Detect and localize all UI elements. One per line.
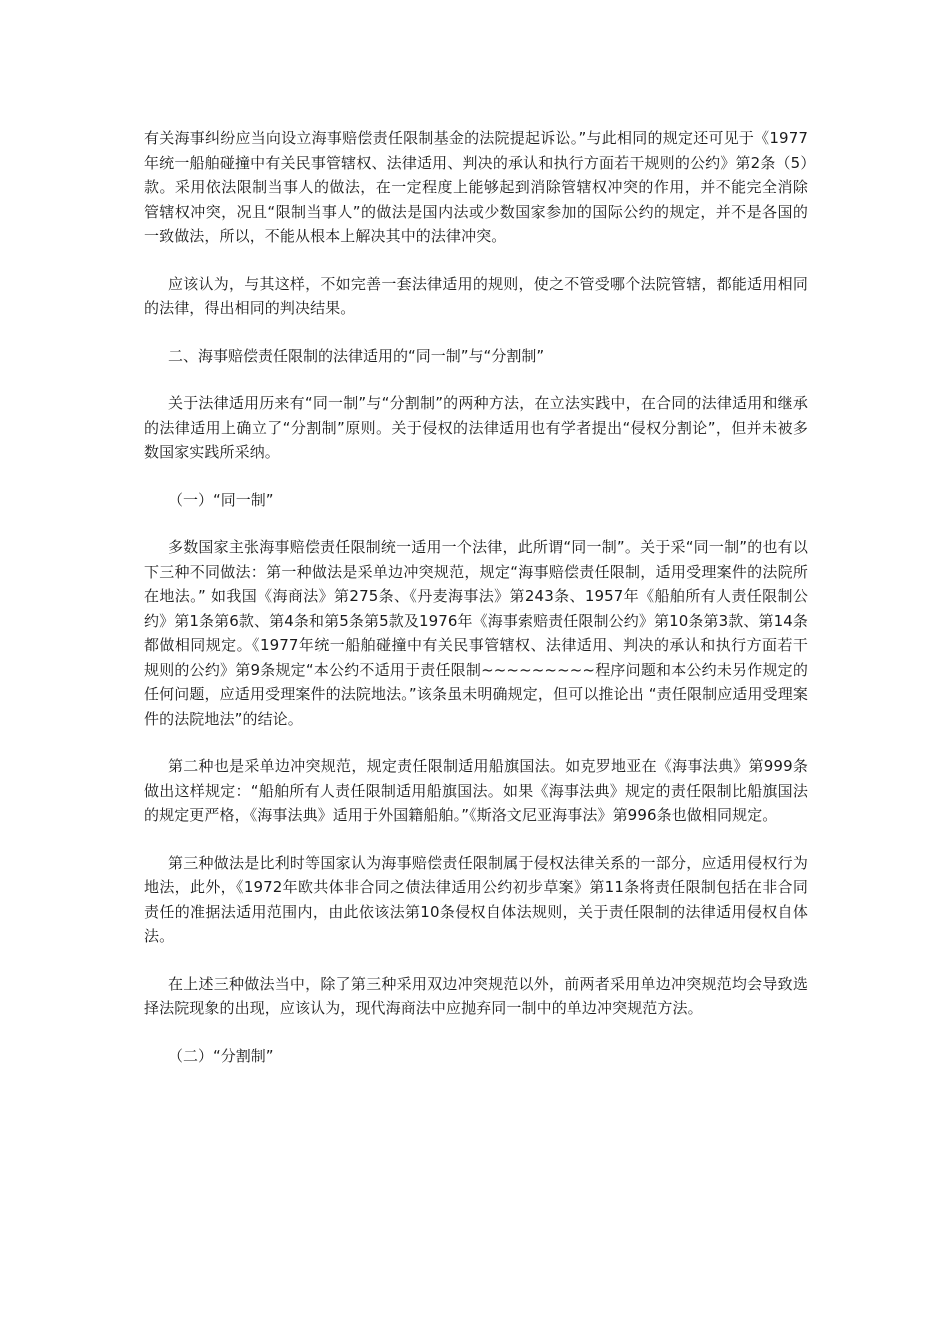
paragraph-unified-summary: 在上述三种做法当中，除了第三种采用双边冲突规范以外，前两者采用单边冲突规范均会导致选择法院现象的出现，应该认为，现代海商法中应抛弃同一制中的单边冲突规范方法。 bbox=[144, 974, 808, 1017]
section-heading-2: 二、海事赔偿责任限制的法律适用的“同一制”与“分割制” bbox=[168, 346, 545, 365]
paragraph-conclusion: 应该认为，与其这样，不如完善一套法律适用的规则，使之不管受哪个法院管辖，都能适用相同的法律，得出相同的判决结果。 bbox=[144, 274, 808, 317]
paragraph-unified-first: 多数国家主张海事赔偿责任限制统一适用一个法律，此所谓“同一制”。关于采“同一制”的也有以下三种不同做法：第一种做法是采单边冲突规范，规定“海事赔偿责任限制，适用受理案件的法院所在地法。” 如我国《海商法》第275条、《丹麦海事法》第243条、1957年《船舶所有人责任限制公约》第1条第6款、第4条和第5条第5款及1976年《海事索赔责任限制公约》第10条第3款、第14条都做相同规定。《1977年统一船舶碰撞中有关民事管辖权、法律适用、判决的承认和执行方面若干规则的公约》第9条规定“本公约不适用于责任限制~~~~~~~~~程序问题和本公约未另作规定的任何问题，应适用受理案件的法院地法。”该条虽未明确规定，但可以推论出 “责任限制应适用受理案件的法院地法”的结论。 bbox=[144, 538, 808, 728]
subsection-heading-split: （二）“分割制” bbox=[168, 1046, 274, 1065]
paragraph-continuation: 有关海事纠纷应当向设立海事赔偿责任限制基金的法院提起诉讼。”与此相同的规定还可见于《1977年统一船舶碰撞中有关民事管辖权、法律适用、判决的承认和执行方面若干规则的公约》第2条（5）款。采用依法限制当事人的做法，在一定程度上能够起到消除管辖权冲突的作用，并不能完全消除管辖权冲突，况且“限制当事人”的做法是国内法或少数国家参加的国际公约的规定，并不是各国的一致做法，所以，不能从根本上解决其中的法律冲突。 bbox=[144, 129, 808, 245]
subsection-heading-unified: （一）“同一制” bbox=[168, 490, 274, 509]
paragraph-methods-intro: 关于法律适用历来有“同一制”与“分割制”的两种方法，在立法实践中，在合同的法律适用和继承的法律适用上确立了“分割制”原则。关于侵权的法律适用也有学者提出“侵权分割论”，但并未被多数国家实践所采纳。 bbox=[144, 394, 808, 461]
document-page bbox=[144, 126, 808, 1091]
paragraph-unified-second: 第二种也是采单边冲突规范，规定责任限制适用船旗国法。如克罗地亚在《海事法典》第999条做出这样规定：“船舶所有人责任限制适用船旗国法。如果《海事法典》规定的责任限制比船旗国法的规定更严格，《海事法典》适用于外国籍船舶。”《斯洛文尼亚海事法》第996条也做相同规定。 bbox=[144, 757, 808, 824]
paragraph-unified-third: 第三种做法是比利时等国家认为海事赔偿责任限制属于侵权法律关系的一部分，应适用侵权行为地法，此外，《1972年欧共体非合同之债法律适用公约初步草案》第11条将责任限制包括在非合同责任的准据法适用范围内，由此依该法第10条侵权自体法规则，关于责任限制的法律适用侵权自体法。 bbox=[144, 853, 808, 945]
